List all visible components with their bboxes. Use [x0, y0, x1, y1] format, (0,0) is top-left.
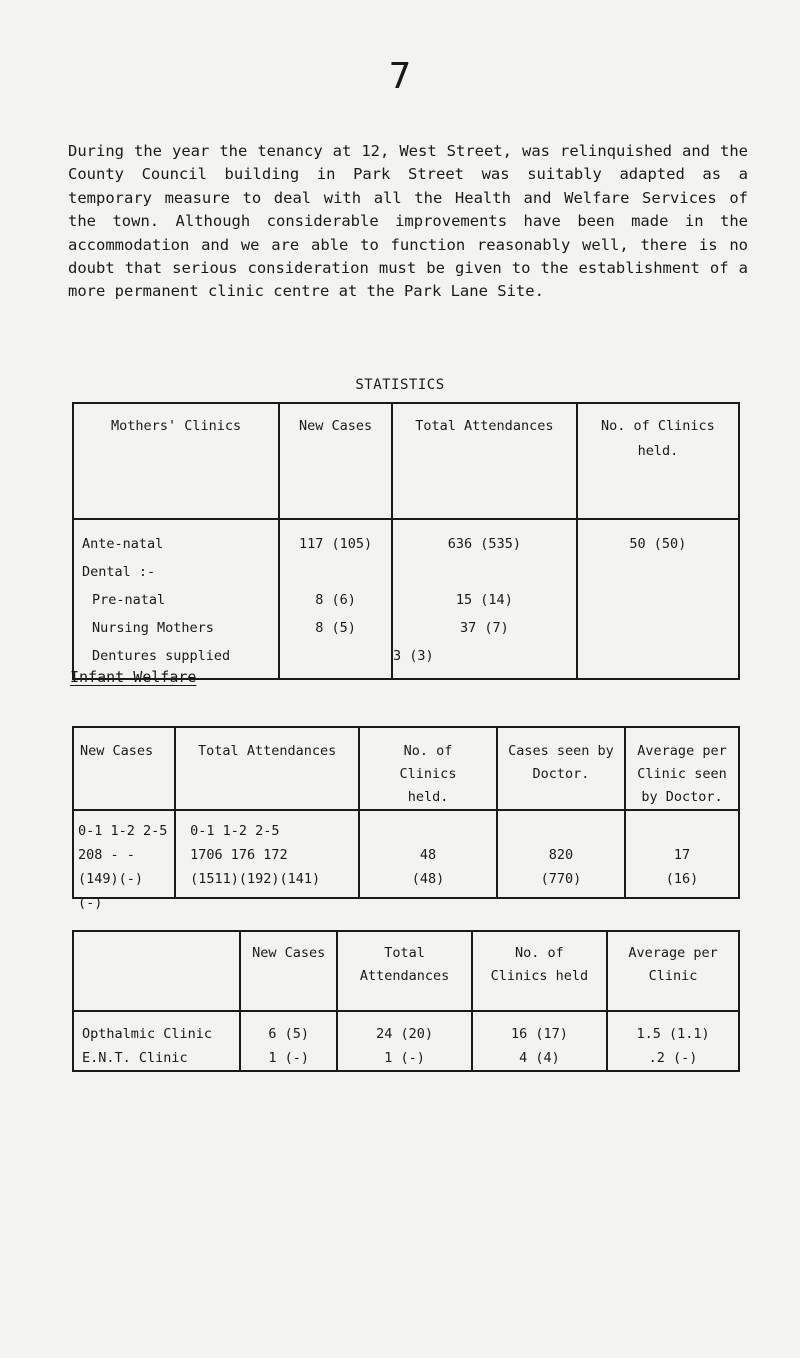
- special-average-column: [607, 1011, 739, 1071]
- intro-paragraph: During the year the tenancy at 12, West Street, was relinquished and the County Council building in Park Street was suitably adapted as a temporary measure to deal with all the Health and Welfare Services of the town. Although considerable improvements have been made in the accommodation and we are able to function reasonably well, there is no doubt that serious consideration must be given to the establishment of a more permanent clinic centre at the Park Lane Site.: [68, 142, 748, 301]
- value-attendances: 24 (20): [376, 1026, 434, 1042]
- label-ent-clinic: E.N.T. Clinic: [82, 1050, 188, 1066]
- header-total-attendances: Total Attendances: [175, 727, 359, 810]
- infant-doctor-column: [497, 810, 625, 898]
- header-total-attendances: Total Attendances: [392, 403, 577, 519]
- value-clinics-previous: (48): [411, 871, 445, 887]
- value-clinics: [578, 642, 738, 670]
- label-ante-natal: Ante-natal: [82, 536, 164, 552]
- header-average-per-clinic: Average per Clinic: [607, 931, 739, 1011]
- value-clinics: [578, 558, 738, 586]
- header-new-cases: New Cases: [279, 403, 392, 519]
- value-new-cases-previous: (149)(-) (-): [78, 871, 144, 911]
- label-dentures-supplied: Dentures supplied: [92, 648, 231, 664]
- header-mothers-clinics: Mothers' Clinics: [73, 403, 279, 519]
- special-attendances-column: [337, 1011, 471, 1071]
- infant-clinics-column: [359, 810, 497, 898]
- value-new-cases: 8 (6): [315, 592, 356, 608]
- header-total-attendances: Total Attendances: [337, 931, 471, 1011]
- value-new-cases: 6 (5): [268, 1026, 309, 1042]
- value-doctor: [498, 819, 624, 843]
- value-doctor-previous: (770): [540, 871, 582, 887]
- value-new-cases: 117 (105): [298, 536, 373, 552]
- special-clinics-column: [472, 1011, 607, 1071]
- value-doctor: 820: [548, 847, 574, 863]
- mothers-clinics-table: [72, 402, 740, 680]
- value-clinics: 50 (50): [629, 536, 687, 552]
- header-clinic-name: [73, 931, 240, 1011]
- header-clinics-held: No. of Clinics held.: [577, 403, 739, 519]
- value-average-previous: (16): [665, 871, 699, 887]
- label-dental: Dental :-: [82, 564, 156, 580]
- special-new-cases-column: [240, 1011, 337, 1071]
- mothers-attendances-column: [392, 519, 577, 679]
- value-average: .2 (-): [648, 1050, 698, 1066]
- value-attendances: 15 (14): [455, 592, 513, 608]
- value-clinics: 48: [419, 847, 437, 863]
- value-new-cases: [280, 642, 391, 670]
- header-new-cases: New Cases: [240, 931, 337, 1011]
- value-clinics: [360, 819, 496, 843]
- infant-welfare-table: [72, 726, 740, 911]
- value-new-cases: 8 (5): [315, 620, 356, 636]
- label-pre-natal: Pre-natal: [92, 592, 166, 608]
- label-opthalmic-clinic: Opthalmic Clinic: [82, 1026, 213, 1042]
- special-clinics-table: [72, 930, 740, 1072]
- value-attendances-previous: (1511)(192)(141): [190, 871, 321, 887]
- value-clinics: [578, 586, 738, 614]
- header-cases-seen-by-doctor: Cases seen by Doctor.: [497, 727, 625, 810]
- mothers-new-cases-column: [279, 519, 392, 679]
- value-new-cases: 1 (-): [268, 1050, 309, 1066]
- value-average: 1.5 (1.1): [636, 1026, 710, 1042]
- value-new-cases: 208 - -: [78, 847, 135, 863]
- value-dentures-supplied: 3 (3): [392, 648, 434, 664]
- value-average: [626, 819, 738, 843]
- header-clinics-held: No. of Clinics held: [472, 931, 607, 1011]
- value-attendances: 1706 176 172: [190, 847, 288, 863]
- special-labels-column: [73, 1011, 240, 1071]
- value-attendances: [393, 558, 576, 586]
- header-clinics-held: No. of Clinics held.: [359, 727, 497, 810]
- value-new-cases: [280, 558, 391, 586]
- header-average-per-clinic: Average per Clinic seen by Doctor.: [625, 727, 739, 810]
- value-attendances: 1 (-): [384, 1050, 425, 1066]
- value-age-groups: 0-1 1-2 2-5: [78, 823, 168, 839]
- value-attendances: 37 (7): [459, 620, 509, 636]
- infant-welfare-heading: Infant Welfare: [70, 668, 197, 686]
- header-new-cases: New Cases: [73, 727, 175, 810]
- page-number: 7: [388, 56, 412, 97]
- statistics-heading: STATISTICS: [355, 377, 445, 393]
- value-age-groups: 0-1 1-2 2-5: [190, 823, 280, 839]
- value-clinics: [578, 614, 738, 642]
- infant-new-cases-column: [73, 810, 175, 911]
- mothers-row-labels: [73, 519, 279, 679]
- value-average: 17: [673, 847, 691, 863]
- infant-attendances-column: [175, 810, 359, 898]
- infant-average-column: [625, 810, 739, 898]
- value-clinics: 4 (4): [519, 1050, 560, 1066]
- mothers-clinics-column: [577, 519, 739, 679]
- label-nursing-mothers: Nursing Mothers: [92, 620, 214, 636]
- value-clinics: 16 (17): [510, 1026, 568, 1042]
- value-attendances: 636 (535): [447, 536, 521, 552]
